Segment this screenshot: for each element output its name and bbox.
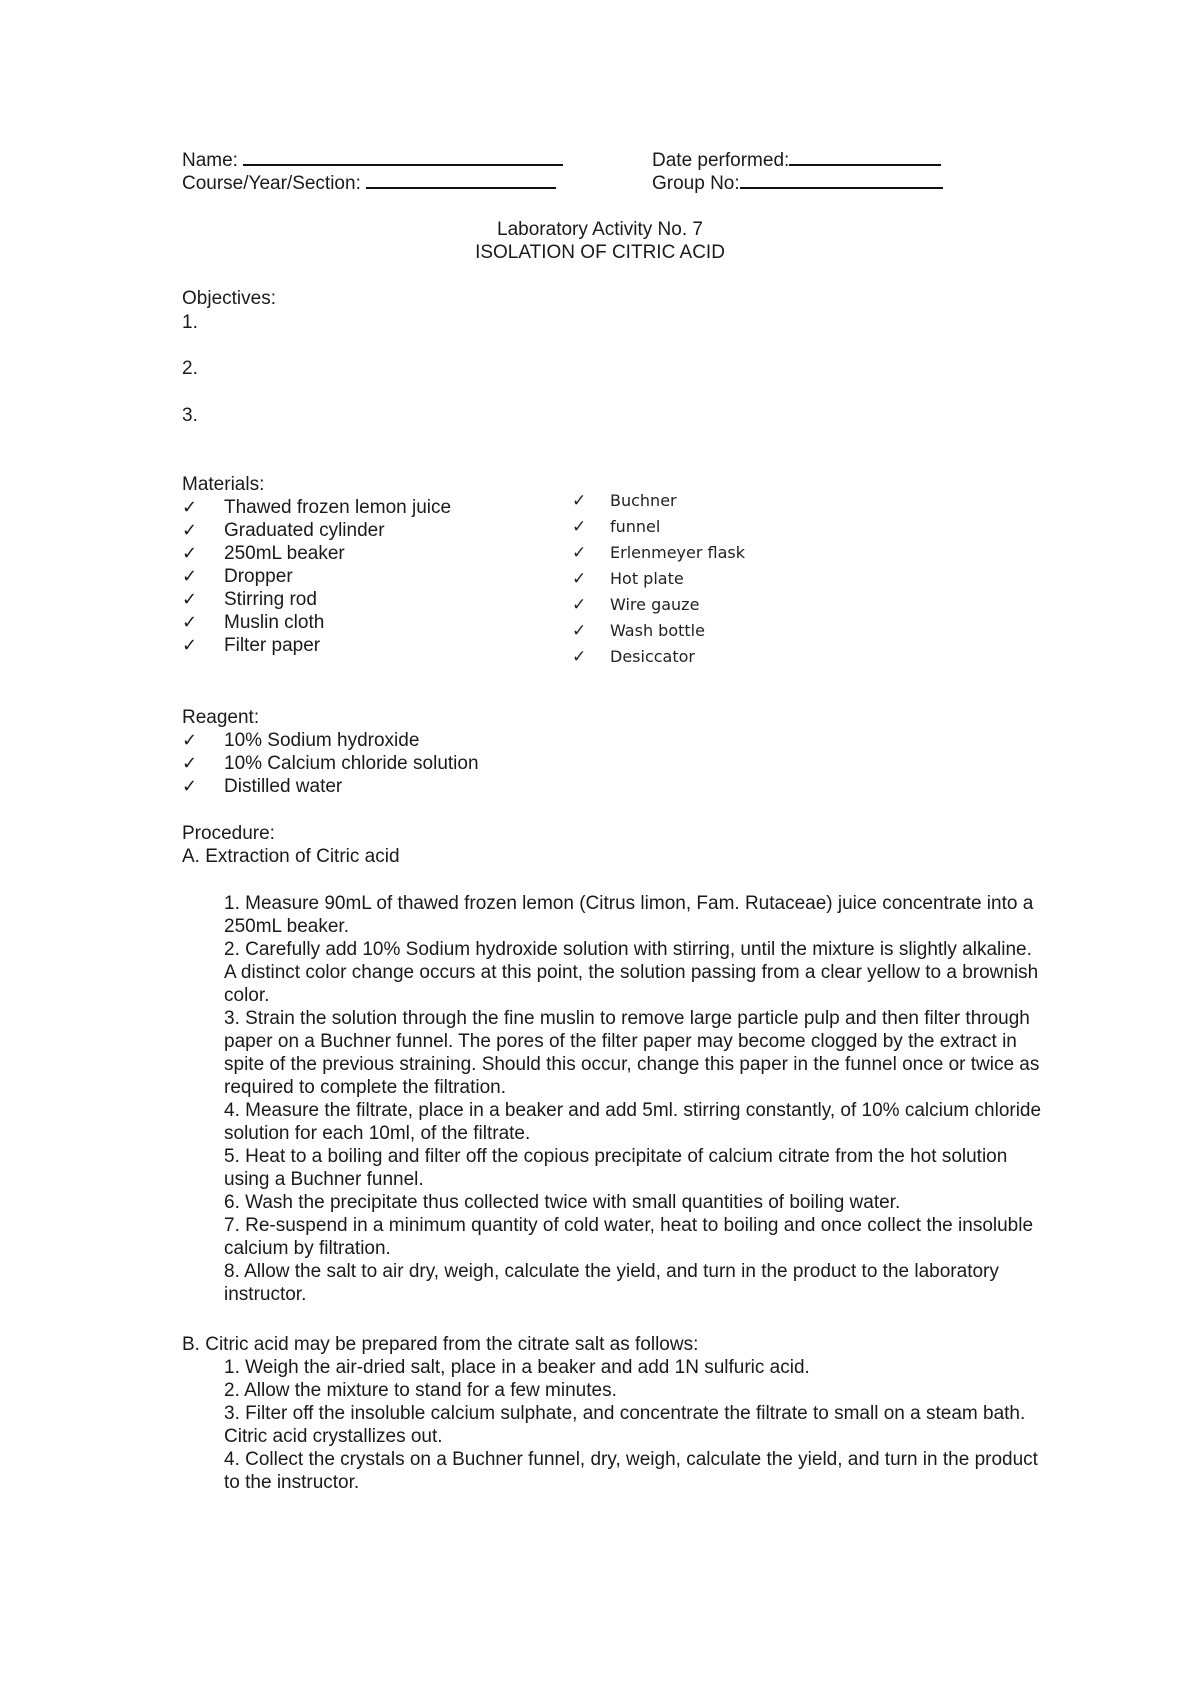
- section-b-steps: [224, 1356, 1044, 1494]
- objectives-heading: Objectives:: [182, 288, 276, 309]
- reagent-label: 10% Sodium hydroxide: [224, 730, 420, 751]
- section-a-heading: A. Extraction of Citric acid: [182, 846, 400, 867]
- list-item: [572, 566, 745, 592]
- procedure-heading: Procedure:: [182, 823, 275, 844]
- procedure-step: 4. Measure the filtrate, place in a beaker and add 5ml. stirring constantly, of 10% calcium chloride solution for each 10ml, of the filtrate.: [224, 1100, 1042, 1144]
- list-item: [182, 752, 479, 775]
- check-icon: ✓: [182, 612, 198, 633]
- section-a-steps: [224, 892, 1044, 1306]
- name-label: Name:: [182, 150, 238, 171]
- name-blank-line[interactable]: [243, 146, 563, 166]
- procedure-step: 6. Wash the precipitate thus collected twice with small quantities of boiling water.: [224, 1192, 901, 1213]
- group-label: Group No:: [652, 173, 740, 194]
- procedure-step: 8. Allow the salt to air dry, weigh, calculate the yield, and turn in the product to the laboratory instructor.: [224, 1261, 999, 1305]
- material-label: Buchner: [610, 491, 677, 510]
- procedure-step: 2. Carefully add 10% Sodium hydroxide solution with stirring, until the mixture is slightly alkaline. A distinct color change occurs at this point, the solution passing from a clear yellow to a brownish color.: [224, 939, 1039, 1006]
- list-item: [572, 514, 745, 540]
- check-icon: ✓: [182, 776, 198, 797]
- procedure-step: 1. Weigh the air-dried salt, place in a beaker and add 1N sulfuric acid.: [224, 1357, 810, 1378]
- date-blank-line[interactable]: [789, 146, 941, 166]
- check-icon: ✓: [572, 647, 587, 667]
- check-icon: ✓: [182, 543, 198, 564]
- reagent-heading: Reagent:: [182, 707, 260, 728]
- material-label: Graduated cylinder: [224, 520, 385, 541]
- material-label: Desiccator: [610, 647, 695, 666]
- procedure-step: 5. Heat to a boiling and filter off the copious precipitate of calcium citrate from the hot solution using a Buchner funnel.: [224, 1146, 1008, 1190]
- group-blank-line[interactable]: [740, 169, 943, 189]
- objective-item-1: 1.: [182, 312, 198, 333]
- check-icon: ✓: [182, 753, 198, 774]
- check-icon: ✓: [572, 595, 587, 615]
- material-label: Hot plate: [610, 569, 684, 588]
- procedure-step: 7. Re-suspend in a minimum quantity of cold water, heat to boiling and once collect the insoluble calcium by filtration.: [224, 1215, 1034, 1259]
- check-icon: ✓: [182, 520, 198, 541]
- procedure-step: 1. Measure 90mL of thawed frozen lemon (Citrus limon, Fam. Rutaceae) juice concentrate into a 250mL beaker.: [224, 893, 1034, 937]
- procedure-step: 2. Allow the mixture to stand for a few minutes.: [224, 1380, 617, 1401]
- list-item: [572, 644, 745, 670]
- material-label: funnel: [610, 517, 661, 536]
- materials-left-list: [182, 496, 451, 657]
- check-icon: ✓: [182, 730, 198, 751]
- materials-right-list: [572, 488, 745, 670]
- list-item: [182, 519, 451, 542]
- list-item: [182, 565, 451, 588]
- material-label: Muslin cloth: [224, 612, 325, 633]
- reagent-list: [182, 729, 479, 798]
- check-icon: ✓: [572, 517, 587, 537]
- date-label: Date performed:: [652, 150, 790, 171]
- activity-title: ISOLATION OF CITRIC ACID: [475, 242, 725, 263]
- material-label: Wire gauze: [610, 595, 700, 614]
- course-blank-line[interactable]: [366, 169, 556, 189]
- check-icon: ✓: [572, 543, 587, 563]
- course-field: [182, 169, 556, 195]
- course-label: Course/Year/Section:: [182, 173, 361, 194]
- check-icon: ✓: [572, 491, 587, 511]
- list-item: [182, 634, 451, 657]
- check-icon: ✓: [182, 589, 198, 610]
- list-item: [572, 592, 745, 618]
- material-label: Dropper: [224, 566, 293, 587]
- check-icon: ✓: [182, 566, 198, 587]
- material-label: Thawed frozen lemon juice: [224, 497, 452, 518]
- material-label: Wash bottle: [610, 621, 705, 640]
- reagent-label: Distilled water: [224, 776, 343, 797]
- list-item: [572, 618, 745, 644]
- section-b-heading: B. Citric acid may be prepared from the citrate salt as follows:: [182, 1334, 699, 1355]
- list-item: [572, 488, 745, 514]
- procedure-step: 3. Strain the solution through the fine muslin to remove large particle pulp and then filter through paper on a Buchner funnel. The pores of the filter paper may become clogged by the extract in spite of the previous straining. Should this occur, change this paper in the funnel once or twice as required to complete the filtration.: [224, 1008, 1040, 1098]
- list-item: [182, 611, 451, 634]
- check-icon: ✓: [572, 569, 587, 589]
- procedure-step: 3. Filter off the insoluble calcium sulphate, and concentrate the filtrate to small on a steam bath. Citric acid crystallizes out.: [224, 1403, 1026, 1447]
- material-label: 250mL beaker: [224, 543, 345, 564]
- check-icon: ✓: [182, 497, 198, 518]
- material-label: Stirring rod: [224, 589, 317, 610]
- materials-heading: Materials:: [182, 474, 265, 495]
- list-item: [182, 496, 451, 519]
- check-icon: ✓: [182, 635, 198, 656]
- check-icon: ✓: [572, 621, 587, 641]
- procedure-step: 4. Collect the crystals on a Buchner funnel, dry, weigh, calculate the yield, and turn in the product to the instructor.: [224, 1449, 1038, 1493]
- reagent-label: 10% Calcium chloride solution: [224, 753, 479, 774]
- group-field: [652, 169, 943, 195]
- activity-number: Laboratory Activity No. 7: [497, 219, 703, 240]
- list-item: [182, 542, 451, 565]
- material-label: Filter paper: [224, 635, 321, 656]
- material-label: Erlenmeyer flask: [610, 543, 746, 562]
- list-item: [572, 540, 745, 566]
- list-item: [182, 775, 479, 798]
- objective-item-3: 3.: [182, 405, 198, 426]
- list-item: [182, 588, 451, 611]
- list-item: [182, 729, 479, 752]
- objective-item-2: 2.: [182, 358, 198, 379]
